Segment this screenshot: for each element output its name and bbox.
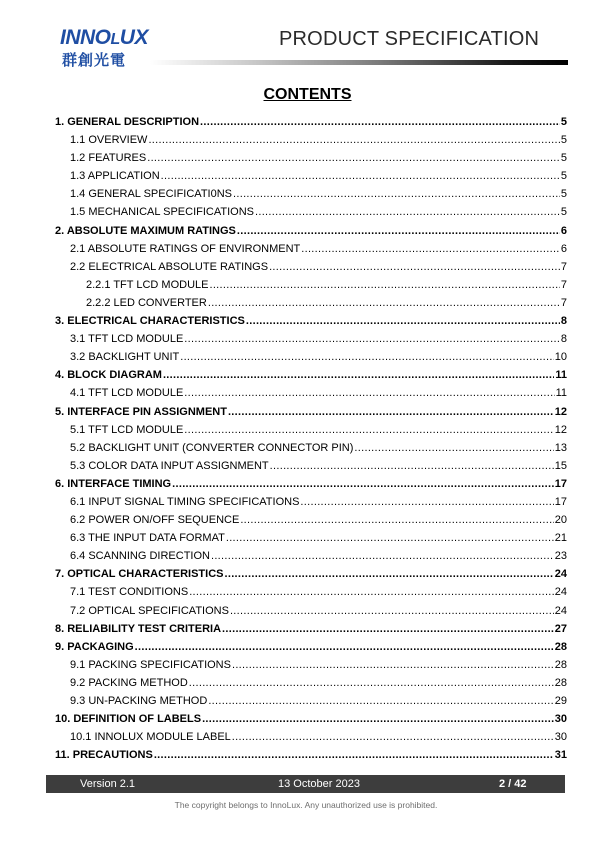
toc-dot-leader [232,728,554,746]
toc-entry-page: 7 [560,278,567,291]
toc-dot-leader [222,620,554,638]
toc-entry-page: 11 [555,369,567,382]
toc-entry-title: 1.5 MECHANICAL SPECIFICATIONS [70,206,254,219]
toc-dot-leader [270,457,554,475]
toc-entry-title: 9. PACKAGING [55,640,134,653]
toc-entry-title: 2.2 ELECTRICAL ABSOLUTE RATINGS [70,260,269,273]
toc-entry-title: 7. OPTICAL CHARACTERISTICS [55,568,224,581]
toc-entry[interactable] [55,421,567,439]
toc-entry-title: 1.2 FEATURES [70,152,147,165]
header-divider [150,60,568,65]
toc-entry[interactable] [55,638,567,656]
toc-entry[interactable] [55,728,567,746]
toc-entry-page: 24 [554,604,567,617]
toc-dot-leader [209,276,559,294]
toc-entry[interactable] [55,529,567,547]
toc-entry-title: 9.1 PACKING SPECIFICATIONS [70,658,231,671]
toc-entry-title: 9.3 UN-PACKING METHOD [70,695,208,707]
toc-entry-page: 5 [560,170,567,183]
toc-entry[interactable] [55,620,567,638]
toc-entry-page: 30 [554,713,567,726]
toc-entry[interactable] [55,710,567,728]
toc-entry[interactable] [55,384,567,402]
toc-dot-leader [224,565,553,583]
toc-entry-page: 24 [554,568,567,581]
toc-entry-page: 12 [554,405,567,418]
toc-entry-page: 12 [554,423,567,436]
toc-entry-title: 2.1 ABSOLUTE RATINGS OF ENVIRONMENT [70,242,301,255]
toc-entry-title: 10. DEFINITION OF LABELS [55,713,202,726]
toc-entry[interactable] [55,746,567,764]
toc-entry[interactable] [55,547,567,565]
toc-dot-leader [184,384,554,402]
toc-entry[interactable] [55,113,567,131]
toc-entry[interactable] [55,493,567,511]
toc-dot-leader [226,529,554,547]
toc-dot-leader [154,746,554,764]
toc-dot-leader [230,602,554,620]
toc-entry[interactable] [55,457,567,475]
toc-entry-page: 8 [560,333,567,346]
toc-entry-page: 7 [560,260,567,273]
toc-dot-leader [246,312,560,330]
toc-entry[interactable] [55,602,567,620]
toc-entry-title: 3. ELECTRICAL CHARACTERISTICS [55,315,245,328]
toc-entry[interactable] [55,294,567,312]
toc-entry[interactable] [55,185,567,203]
toc-dot-leader [148,131,559,149]
toc-entry-page: 5 [560,206,567,219]
toc-dot-leader [163,366,554,384]
toc-entry-title: 4.1 TFT LCD MODULE [70,387,184,400]
toc-entry-page: 28 [554,640,567,653]
toc-entry[interactable] [55,366,567,384]
toc-entry[interactable] [55,312,567,330]
toc-entry-title: 5.3 COLOR DATA INPUT ASSIGNMENT [70,459,269,472]
toc-dot-leader [184,330,560,348]
toc-entry-page: 5 [560,152,567,165]
toc-dot-leader [300,493,553,511]
logo-wordmark: INNOLUX [60,26,148,49]
toc-entry[interactable] [55,222,567,240]
footer-page-number: 2 / 42 [499,778,527,790]
toc-entry[interactable] [55,276,567,294]
toc-dot-leader [208,692,553,710]
toc-entry-page: 5 [560,134,567,147]
toc-entry-title: 2.2.1 TFT LCD MODULE [86,278,209,291]
toc-entry-page: 10 [554,351,567,364]
toc-entry-title: 3.1 TFT LCD MODULE [70,333,184,346]
toc-entry-page: 6 [560,224,567,237]
table-of-contents [55,113,567,764]
toc-dot-leader [232,656,554,674]
footer-version: Version 2.1 [80,778,136,790]
toc-entry-title: 6.3 THE INPUT DATA FORMAT [70,532,225,545]
toc-entry-title: 7.1 TEST CONDITIONS [70,586,189,599]
toc-entry[interactable] [55,565,567,583]
footer-bar [46,775,565,793]
toc-entry[interactable] [55,149,567,167]
toc-entry-title: 10.1 INNOLUX MODULE LABEL [70,731,231,744]
toc-entry-page: 8 [560,315,567,328]
toc-entry-title: 9.2 PACKING METHOD [70,676,188,689]
toc-dot-leader [237,222,560,240]
toc-entry-page: 17 [554,495,567,508]
toc-dot-leader [269,258,560,276]
toc-entry-page: 28 [554,676,567,689]
toc-entry-title: 1.1 OVERVIEW [70,134,148,147]
copyright-notice: The copyright belongs to InnoLux. Any unauthorized use is prohibited. [174,800,438,810]
toc-dot-leader [202,710,554,728]
toc-entry[interactable] [55,674,567,692]
toc-entry[interactable] [55,330,567,348]
toc-dot-leader [240,511,553,529]
toc-entry-page: 11 [555,387,567,400]
toc-entry-title: 1. GENERAL DESCRIPTION [55,116,200,128]
toc-entry[interactable] [55,656,567,674]
toc-entry-title: 5.1 TFT LCD MODULE [70,423,184,436]
toc-entry-title: 7.2 OPTICAL SPECIFICATIONS [70,604,229,617]
toc-dot-leader [172,475,554,493]
innolux-logo [60,27,156,69]
toc-entry-page: 30 [554,731,567,744]
page-header-title: PRODUCT SPECIFICATION [279,28,540,50]
contents-heading: CONTENTS [263,86,352,103]
toc-dot-leader [161,167,560,185]
toc-dot-leader [180,348,554,366]
toc-entry[interactable] [55,203,567,221]
toc-dot-leader [208,294,560,312]
logo-chinese-text: 群創光電 [62,51,127,69]
toc-entry-title: 6.2 POWER ON/OFF SEQUENCE [70,514,240,527]
toc-entry[interactable] [55,475,567,493]
toc-entry[interactable] [55,439,567,457]
toc-dot-leader [135,638,554,656]
toc-entry-page: 29 [554,695,567,707]
toc-entry-page: 21 [554,532,567,545]
toc-dot-leader [211,547,554,565]
toc-entry-title: 1.4 GENERAL SPECIFICATI0NS [70,188,232,201]
toc-dot-leader [255,203,560,221]
toc-entry-title: 6.1 INPUT SIGNAL TIMING SPECIFICATIONS [70,495,300,508]
toc-entry-page: 6 [560,242,567,255]
toc-dot-leader [354,439,553,457]
toc-dot-leader [147,149,560,167]
toc-entry-page: 27 [554,622,567,635]
toc-entry[interactable] [55,240,567,258]
toc-entry-page: 28 [554,658,567,671]
toc-dot-leader [200,113,560,131]
toc-dot-leader [228,403,554,421]
toc-entry-title: 5. INTERFACE PIN ASSIGNMENT [55,405,227,418]
toc-entry[interactable] [55,258,567,276]
toc-dot-leader [233,185,560,203]
toc-entry-title: 8. RELIABILITY TEST CRITERIA [55,622,222,635]
toc-entry[interactable] [55,511,567,529]
toc-entry[interactable] [55,131,567,149]
toc-entry[interactable] [55,583,567,601]
toc-entry-page: 31 [554,749,567,762]
toc-entry-page: 7 [560,296,567,309]
toc-dot-leader [184,421,553,439]
toc-entry-title: 6.4 SCANNING DIRECTION [70,550,210,563]
toc-entry-title: 3.2 BACKLIGHT UNIT [70,351,180,364]
toc-entry[interactable] [55,348,567,366]
toc-entry-page: 15 [554,459,567,472]
toc-entry-title: 4. BLOCK DIAGRAM [55,369,162,382]
toc-entry-title: 2.2.2 LED CONVERTER [86,296,207,309]
toc-entry-page: 20 [554,514,567,527]
toc-entry-page: 17 [554,477,567,490]
toc-dot-leader [301,240,560,258]
toc-entry-title: 5.2 BACKLIGHT UNIT (CONVERTER CONNECTOR PIN) [70,441,354,454]
footer-date: 13 October 2023 [278,778,360,790]
toc-entry-page: 24 [554,586,567,599]
toc-entry[interactable] [55,692,567,710]
toc-entry-title: 1.3 APPLICATION [70,170,160,183]
toc-entry-title: 11. PRECAUTIONS [55,749,153,762]
toc-entry-page: 5 [560,116,567,128]
toc-entry-page: 13 [554,441,567,454]
toc-entry[interactable] [55,403,567,421]
toc-entry-page: 5 [560,188,567,201]
toc-dot-leader [189,583,554,601]
toc-entry-page: 23 [554,550,567,563]
toc-entry[interactable] [55,167,567,185]
toc-dot-leader [189,674,554,692]
toc-entry-title: 6. INTERFACE TIMING [55,477,172,490]
toc-entry-title: 2. ABSOLUTE MAXIMUM RATINGS [55,224,236,237]
